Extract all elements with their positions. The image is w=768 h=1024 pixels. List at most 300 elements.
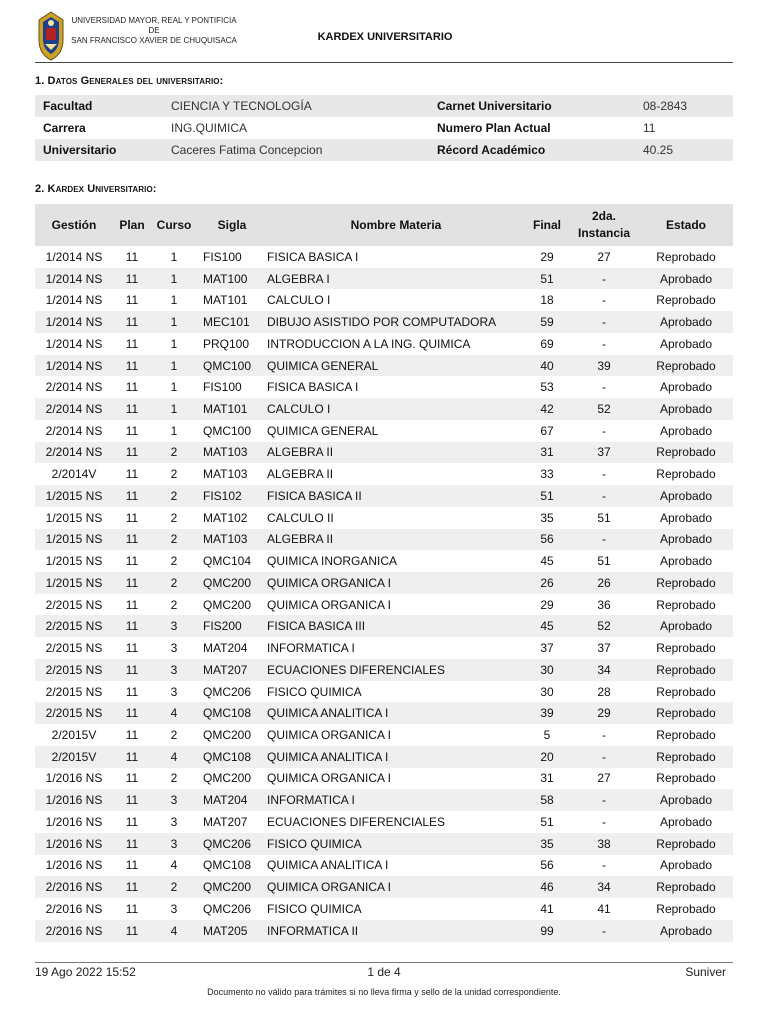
cell-curso: 3 (151, 615, 197, 637)
cell-plan: 11 (125, 641, 139, 656)
field-value: 11 (643, 121, 656, 135)
cell-final: 51 (525, 268, 569, 290)
cell-final: 56 (525, 529, 569, 551)
table-row (35, 268, 733, 290)
cell-sigla: MAT102 (203, 510, 248, 525)
cell-gestion: 2/2015 NS (35, 702, 113, 724)
cell-materia: ECUACIONES DIFERENCIALES (267, 659, 525, 681)
cell-sigla: QMC100 (203, 423, 252, 438)
table-row (35, 463, 733, 485)
cell-estado: Reprobado (656, 771, 716, 786)
cell-gestion: 1/2014 NS (45, 336, 103, 351)
table-row (35, 855, 733, 877)
cell-gestion: 2/2014 NS (45, 423, 103, 438)
cell-plan: 11 (113, 659, 151, 681)
cell-materia: QUIMICA ANALITICA I (267, 702, 525, 724)
cell-estado: Reprobado (656, 641, 716, 656)
cell-estado: Aprobado (639, 268, 733, 290)
cell-sigla: QMC206 (203, 901, 252, 916)
cell-curso: 2 (151, 529, 197, 551)
cell-gestion: 1/2015 NS (35, 529, 113, 551)
cell-gestion: 1/2015 NS (45, 554, 103, 569)
cell-estado: Aprobado (639, 529, 733, 551)
table-row (35, 333, 733, 355)
cell-estado: Aprobado (659, 510, 713, 525)
cell-estado: Reprobado (639, 355, 733, 377)
cell-sigla: QMC100 (197, 355, 267, 377)
cell-materia: CALCULO II (267, 510, 334, 525)
cell-final: 56 (540, 858, 554, 873)
cell-estado: Aprobado (639, 789, 733, 811)
cell-sigla: QMC108 (197, 702, 267, 724)
cell-instancia: - (569, 311, 639, 333)
cell-final: 51 (540, 814, 554, 829)
kardex-table-body (35, 246, 733, 942)
cell-gestion: 1/2015 NS (35, 485, 113, 507)
cell-plan: 11 (113, 920, 151, 942)
cell-gestion: 1/2016 NS (35, 833, 113, 855)
cell-estado: Reprobado (639, 746, 733, 768)
cell-instancia: 52 (569, 615, 639, 637)
university-name-line1: UNIVERSIDAD MAYOR, REAL Y PONTIFICIA DE (71, 16, 237, 35)
cell-gestion: 2/2015 NS (35, 615, 113, 637)
cell-estado: Aprobado (639, 311, 733, 333)
cell-sigla: QMC200 (203, 728, 252, 743)
cell-plan: 11 (125, 597, 139, 612)
cell-curso: 1 (170, 380, 178, 395)
cell-final: 40 (525, 355, 569, 377)
cell-instancia: 34 (569, 876, 639, 898)
cell-materia: QUIMICA ANALITICA I (267, 746, 525, 768)
cell-instancia: - (569, 920, 639, 942)
cell-plan: 11 (113, 355, 151, 377)
cell-final: 45 (525, 615, 569, 637)
cell-gestion: 1/2014 NS (45, 293, 103, 308)
cell-curso: 4 (151, 746, 197, 768)
table-row (35, 420, 733, 442)
cell-materia: INFORMATICA II (267, 920, 525, 942)
cell-estado: Aprobado (639, 920, 733, 942)
cell-plan: 11 (125, 728, 139, 743)
cell-sigla: QMC104 (203, 554, 252, 569)
cell-plan: 11 (113, 615, 151, 637)
cell-materia: QUIMICA INORGANICA (267, 554, 398, 569)
table-row (35, 789, 733, 811)
cell-materia: QUIMICA ORGANICA I (267, 876, 525, 898)
cell-materia: CALCULO I (267, 398, 525, 420)
university-seal-icon (35, 10, 67, 62)
cell-gestion: 1/2016 NS (35, 789, 113, 811)
cell-gestion: 1/2016 NS (45, 858, 103, 873)
cell-curso: 1 (151, 355, 197, 377)
cell-plan: 11 (125, 380, 139, 395)
cell-final: 30 (540, 684, 554, 699)
cell-final: 30 (525, 659, 569, 681)
cell-curso: 1 (170, 336, 178, 351)
column-header-curso: Curso (151, 204, 197, 246)
cell-instancia: - (569, 485, 639, 507)
cell-curso: 4 (170, 858, 178, 873)
cell-gestion: 2/2016 NS (45, 901, 103, 916)
cell-sigla: QMC200 (203, 597, 252, 612)
general-row (35, 117, 733, 139)
cell-materia: ALGEBRA II (267, 529, 525, 551)
cell-final: 20 (525, 746, 569, 768)
cell-plan: 11 (113, 789, 151, 811)
cell-instancia: 28 (597, 684, 611, 699)
cell-curso: 4 (151, 920, 197, 942)
cell-estado: Reprobado (639, 572, 733, 594)
cell-gestion: 2/2016 NS (35, 920, 113, 942)
cell-curso: 2 (170, 771, 178, 786)
cell-instancia: 41 (597, 901, 611, 916)
cell-final: 53 (540, 380, 554, 395)
cell-sigla: FIS100 (203, 380, 242, 395)
cell-curso: 3 (170, 641, 178, 656)
cell-plan: 11 (113, 398, 151, 420)
cell-materia: QUIMICA ORGANICA I (267, 572, 525, 594)
cell-gestion: 1/2014 NS (35, 311, 113, 333)
table-row (35, 876, 733, 898)
cell-materia: FISICO QUIMICA (267, 684, 362, 699)
table-row (35, 637, 733, 659)
cell-estado: Reprobado (656, 901, 716, 916)
cell-gestion: 2/2016 NS (35, 876, 113, 898)
table-row (35, 507, 733, 529)
cell-plan: 11 (125, 293, 139, 308)
cell-sigla: QMC200 (197, 572, 267, 594)
cell-instancia: - (602, 467, 606, 482)
cell-instancia: 51 (597, 510, 611, 525)
cell-estado: Aprobado (659, 554, 713, 569)
cell-gestion: 1/2014 NS (35, 355, 113, 377)
cell-plan: 11 (125, 814, 139, 829)
field-label: Universitario (35, 139, 171, 161)
cell-final: 31 (525, 442, 569, 464)
cell-materia: ECUACIONES DIFERENCIALES (267, 814, 446, 829)
cell-instancia: - (569, 268, 639, 290)
cell-materia: QUIMICA ORGANICA I (267, 771, 392, 786)
cell-plan: 11 (125, 771, 139, 786)
column-header-instancia-line2: Instancia (577, 226, 631, 240)
cell-curso: 3 (170, 684, 178, 699)
cell-estado: Aprobado (659, 380, 713, 395)
cell-estado: Reprobado (656, 728, 716, 743)
cell-sigla: MAT103 (203, 467, 248, 482)
column-header-materia: Nombre Materia (267, 204, 525, 246)
field-label: Numero Plan Actual (437, 121, 551, 135)
cell-curso: 1 (170, 293, 178, 308)
cell-sigla: MAT205 (197, 920, 267, 942)
cell-plan: 11 (125, 467, 139, 482)
cell-gestion: 2/2014V (51, 467, 97, 482)
cell-plan: 11 (113, 572, 151, 594)
field-value: 40.25 (643, 139, 733, 161)
field-value: ING.QUIMICA (171, 121, 248, 135)
column-header-estado: Estado (639, 204, 733, 246)
cell-estado: Reprobado (656, 684, 716, 699)
table-row (35, 550, 733, 572)
cell-instancia: - (569, 529, 639, 551)
cell-materia: INFORMATICA I (267, 789, 525, 811)
cell-final: 35 (540, 510, 554, 525)
table-row (35, 376, 733, 398)
cell-curso: 2 (151, 876, 197, 898)
header-divider (35, 62, 733, 63)
cell-sigla: QMC108 (197, 746, 267, 768)
cell-instancia: - (602, 293, 606, 308)
section-general-title: 1. Datos Generales del universitario: (35, 75, 224, 87)
document-title: KARDEX UNIVERSITARIO (317, 31, 453, 43)
cell-materia: CALCULO I (267, 293, 331, 308)
field-value: CIENCIA Y TECNOLOGÍA (171, 95, 429, 117)
cell-gestion: 2/2015 NS (35, 659, 113, 681)
cell-gestion: 2/2014 NS (35, 442, 113, 464)
cell-curso: 4 (151, 702, 197, 724)
cell-sigla: MAT100 (197, 268, 267, 290)
cell-materia: FISICO QUIMICA (267, 901, 362, 916)
cell-final: 33 (540, 467, 554, 482)
footer-system-name: Suniver (685, 965, 726, 979)
cell-plan: 11 (125, 249, 139, 264)
cell-curso: 1 (170, 249, 178, 264)
cell-sigla: MAT103 (197, 529, 267, 551)
cell-gestion: 1/2016 NS (45, 814, 103, 829)
cell-plan: 11 (125, 423, 139, 438)
cell-instancia: 37 (569, 442, 639, 464)
cell-instancia: 34 (569, 659, 639, 681)
table-row (35, 920, 733, 942)
kardex-table (35, 204, 733, 942)
table-row (35, 529, 733, 551)
cell-final: 41 (540, 901, 554, 916)
cell-estado: Aprobado (639, 398, 733, 420)
cell-estado: Reprobado (656, 467, 716, 482)
table-row (35, 811, 733, 833)
cell-instancia: 27 (597, 771, 611, 786)
university-name (66, 16, 242, 46)
cell-estado: Aprobado (639, 615, 733, 637)
table-row (35, 289, 733, 311)
table-row (35, 485, 733, 507)
cell-estado: Aprobado (639, 485, 733, 507)
cell-curso: 2 (151, 485, 197, 507)
cell-instancia: 51 (597, 554, 611, 569)
column-header-final: Final (525, 204, 569, 246)
cell-materia: FISICA BASICA II (267, 485, 525, 507)
cell-sigla: MAT101 (197, 398, 267, 420)
cell-curso: 2 (170, 554, 178, 569)
table-row (35, 246, 733, 268)
cell-sigla: FIS102 (197, 485, 267, 507)
cell-instancia: - (602, 858, 606, 873)
cell-final: 99 (525, 920, 569, 942)
cell-plan: 11 (113, 311, 151, 333)
table-row (35, 615, 733, 637)
table-row (35, 768, 733, 790)
cell-estado: Reprobado (639, 833, 733, 855)
cell-estado: Reprobado (656, 597, 716, 612)
cell-estado: Reprobado (656, 249, 716, 264)
cell-curso: 3 (170, 901, 178, 916)
cell-gestion: 1/2016 NS (45, 771, 103, 786)
field-value: Caceres Fatima Concepcion (171, 139, 429, 161)
general-row (35, 95, 733, 117)
cell-gestion: 1/2014 NS (35, 268, 113, 290)
field-label: Récord Académico (429, 139, 643, 161)
cell-instancia: 37 (597, 641, 611, 656)
cell-curso: 1 (151, 398, 197, 420)
cell-instancia: 38 (569, 833, 639, 855)
field-label: Carrera (43, 121, 86, 135)
cell-sigla: MAT207 (197, 659, 267, 681)
cell-instancia: 36 (597, 597, 611, 612)
section-kardex-title: 2. Kardex Universitario: (35, 183, 157, 195)
cell-final: 26 (525, 572, 569, 594)
cell-final: 18 (540, 293, 554, 308)
cell-plan: 11 (125, 901, 139, 916)
cell-instancia: - (602, 814, 606, 829)
cell-curso: 3 (151, 833, 197, 855)
cell-curso: 2 (151, 442, 197, 464)
cell-final: 39 (525, 702, 569, 724)
university-name-line2: SAN FRANCISCO XAVIER DE CHUQUISACA (71, 36, 237, 45)
cell-materia: QUIMICA ORGANICA I (267, 728, 392, 743)
footer-timestamp: 19 Ago 2022 15:52 (35, 965, 136, 979)
cell-curso: 2 (151, 572, 197, 594)
cell-curso: 3 (170, 814, 178, 829)
column-header-instancia-line1: 2da. (591, 209, 616, 223)
cell-gestion: 2/2014 NS (45, 380, 103, 395)
footer-divider (35, 962, 733, 963)
table-row (35, 311, 733, 333)
column-header-plan: Plan (113, 204, 151, 246)
cell-final: 29 (540, 597, 554, 612)
cell-instancia: 29 (569, 702, 639, 724)
cell-estado: Reprobado (639, 442, 733, 464)
cell-sigla: QMC200 (203, 771, 252, 786)
cell-curso: 2 (170, 510, 178, 525)
table-row (35, 833, 733, 855)
cell-materia: FISICA BASICA III (267, 615, 525, 637)
cell-final: 69 (540, 336, 554, 351)
cell-sigla: MEC101 (197, 311, 267, 333)
cell-final: 29 (540, 249, 554, 264)
cell-estado: Reprobado (639, 876, 733, 898)
cell-curso: 2 (170, 728, 178, 743)
cell-gestion: 2/2015 NS (45, 684, 103, 699)
cell-gestion: 1/2015 NS (45, 510, 103, 525)
cell-plan: 11 (113, 702, 151, 724)
cell-materia: INTRODUCCION A LA ING. QUIMICA (267, 336, 471, 351)
cell-materia: INFORMATICA I (267, 641, 355, 656)
cell-materia: DIBUJO ASISTIDO POR COMPUTADORA (267, 311, 525, 333)
general-row (35, 139, 733, 161)
cell-gestion: 1/2015 NS (35, 572, 113, 594)
table-row (35, 442, 733, 464)
table-row (35, 659, 733, 681)
cell-plan: 11 (113, 268, 151, 290)
cell-plan: 11 (125, 336, 139, 351)
cell-instancia: 27 (597, 249, 611, 264)
cell-final: 37 (540, 641, 554, 656)
cell-final: 42 (525, 398, 569, 420)
cell-plan: 11 (113, 876, 151, 898)
cell-estado: Aprobado (659, 858, 713, 873)
cell-plan: 11 (125, 554, 139, 569)
cell-plan: 11 (113, 442, 151, 464)
cell-estado: Aprobado (659, 423, 713, 438)
cell-instancia: 26 (569, 572, 639, 594)
cell-materia: QUIMICA ANALITICA I (267, 858, 389, 873)
cell-instancia: - (569, 746, 639, 768)
table-row (35, 724, 733, 746)
cell-plan: 11 (113, 746, 151, 768)
table-row (35, 594, 733, 616)
cell-instancia: 39 (569, 355, 639, 377)
cell-gestion: 2/2015V (35, 746, 113, 768)
page-indicator: 1 de 4 (367, 965, 401, 979)
table-row (35, 398, 733, 420)
cell-final: 58 (525, 789, 569, 811)
cell-materia: QUIMICA GENERAL (267, 355, 525, 377)
cell-materia: ALGEBRA I (267, 268, 525, 290)
cell-curso: 1 (151, 268, 197, 290)
cell-materia: FISICA BASICA I (267, 380, 359, 395)
cell-plan: 11 (113, 485, 151, 507)
cell-final: 31 (540, 771, 554, 786)
cell-plan: 11 (125, 510, 139, 525)
cell-sigla: QMC206 (203, 684, 252, 699)
table-row (35, 355, 733, 377)
cell-final: 46 (525, 876, 569, 898)
cell-sigla: FIS100 (203, 249, 242, 264)
cell-estado: Aprobado (659, 336, 713, 351)
column-header-gestion: Gestión (35, 204, 113, 246)
table-row (35, 746, 733, 768)
cell-sigla: PRQ100 (203, 336, 250, 351)
table-row (35, 681, 733, 703)
cell-final: 59 (525, 311, 569, 333)
cell-estado: Reprobado (639, 659, 733, 681)
cell-sigla: MAT207 (203, 814, 248, 829)
cell-instancia: - (602, 728, 606, 743)
cell-plan: 11 (125, 858, 139, 873)
cell-curso: 3 (151, 659, 197, 681)
cell-materia: QUIMICA GENERAL (267, 423, 379, 438)
cell-sigla: MAT204 (203, 641, 248, 656)
cell-materia: FISICA BASICA I (267, 249, 359, 264)
table-row (35, 898, 733, 920)
cell-gestion: 2/2014 NS (35, 398, 113, 420)
cell-curso: 1 (170, 423, 178, 438)
document-header (0, 0, 768, 64)
cell-final: 35 (525, 833, 569, 855)
cell-gestion: 2/2015 NS (45, 641, 103, 656)
cell-materia: ALGEBRA II (267, 467, 334, 482)
cell-materia: QUIMICA ORGANICA I (267, 597, 392, 612)
cell-sigla: MAT204 (197, 789, 267, 811)
cell-final: 67 (540, 423, 554, 438)
cell-instancia: - (602, 423, 606, 438)
field-label: Facultad (35, 95, 171, 117)
kardex-header-row (35, 204, 733, 246)
cell-sigla: FIS200 (197, 615, 267, 637)
cell-plan: 11 (113, 833, 151, 855)
cell-plan: 11 (125, 684, 139, 699)
footer-disclaimer: Documento no válido para trámites si no lleva firma y sello de la unidad correspondiente. (207, 987, 561, 997)
cell-instancia: - (602, 380, 606, 395)
